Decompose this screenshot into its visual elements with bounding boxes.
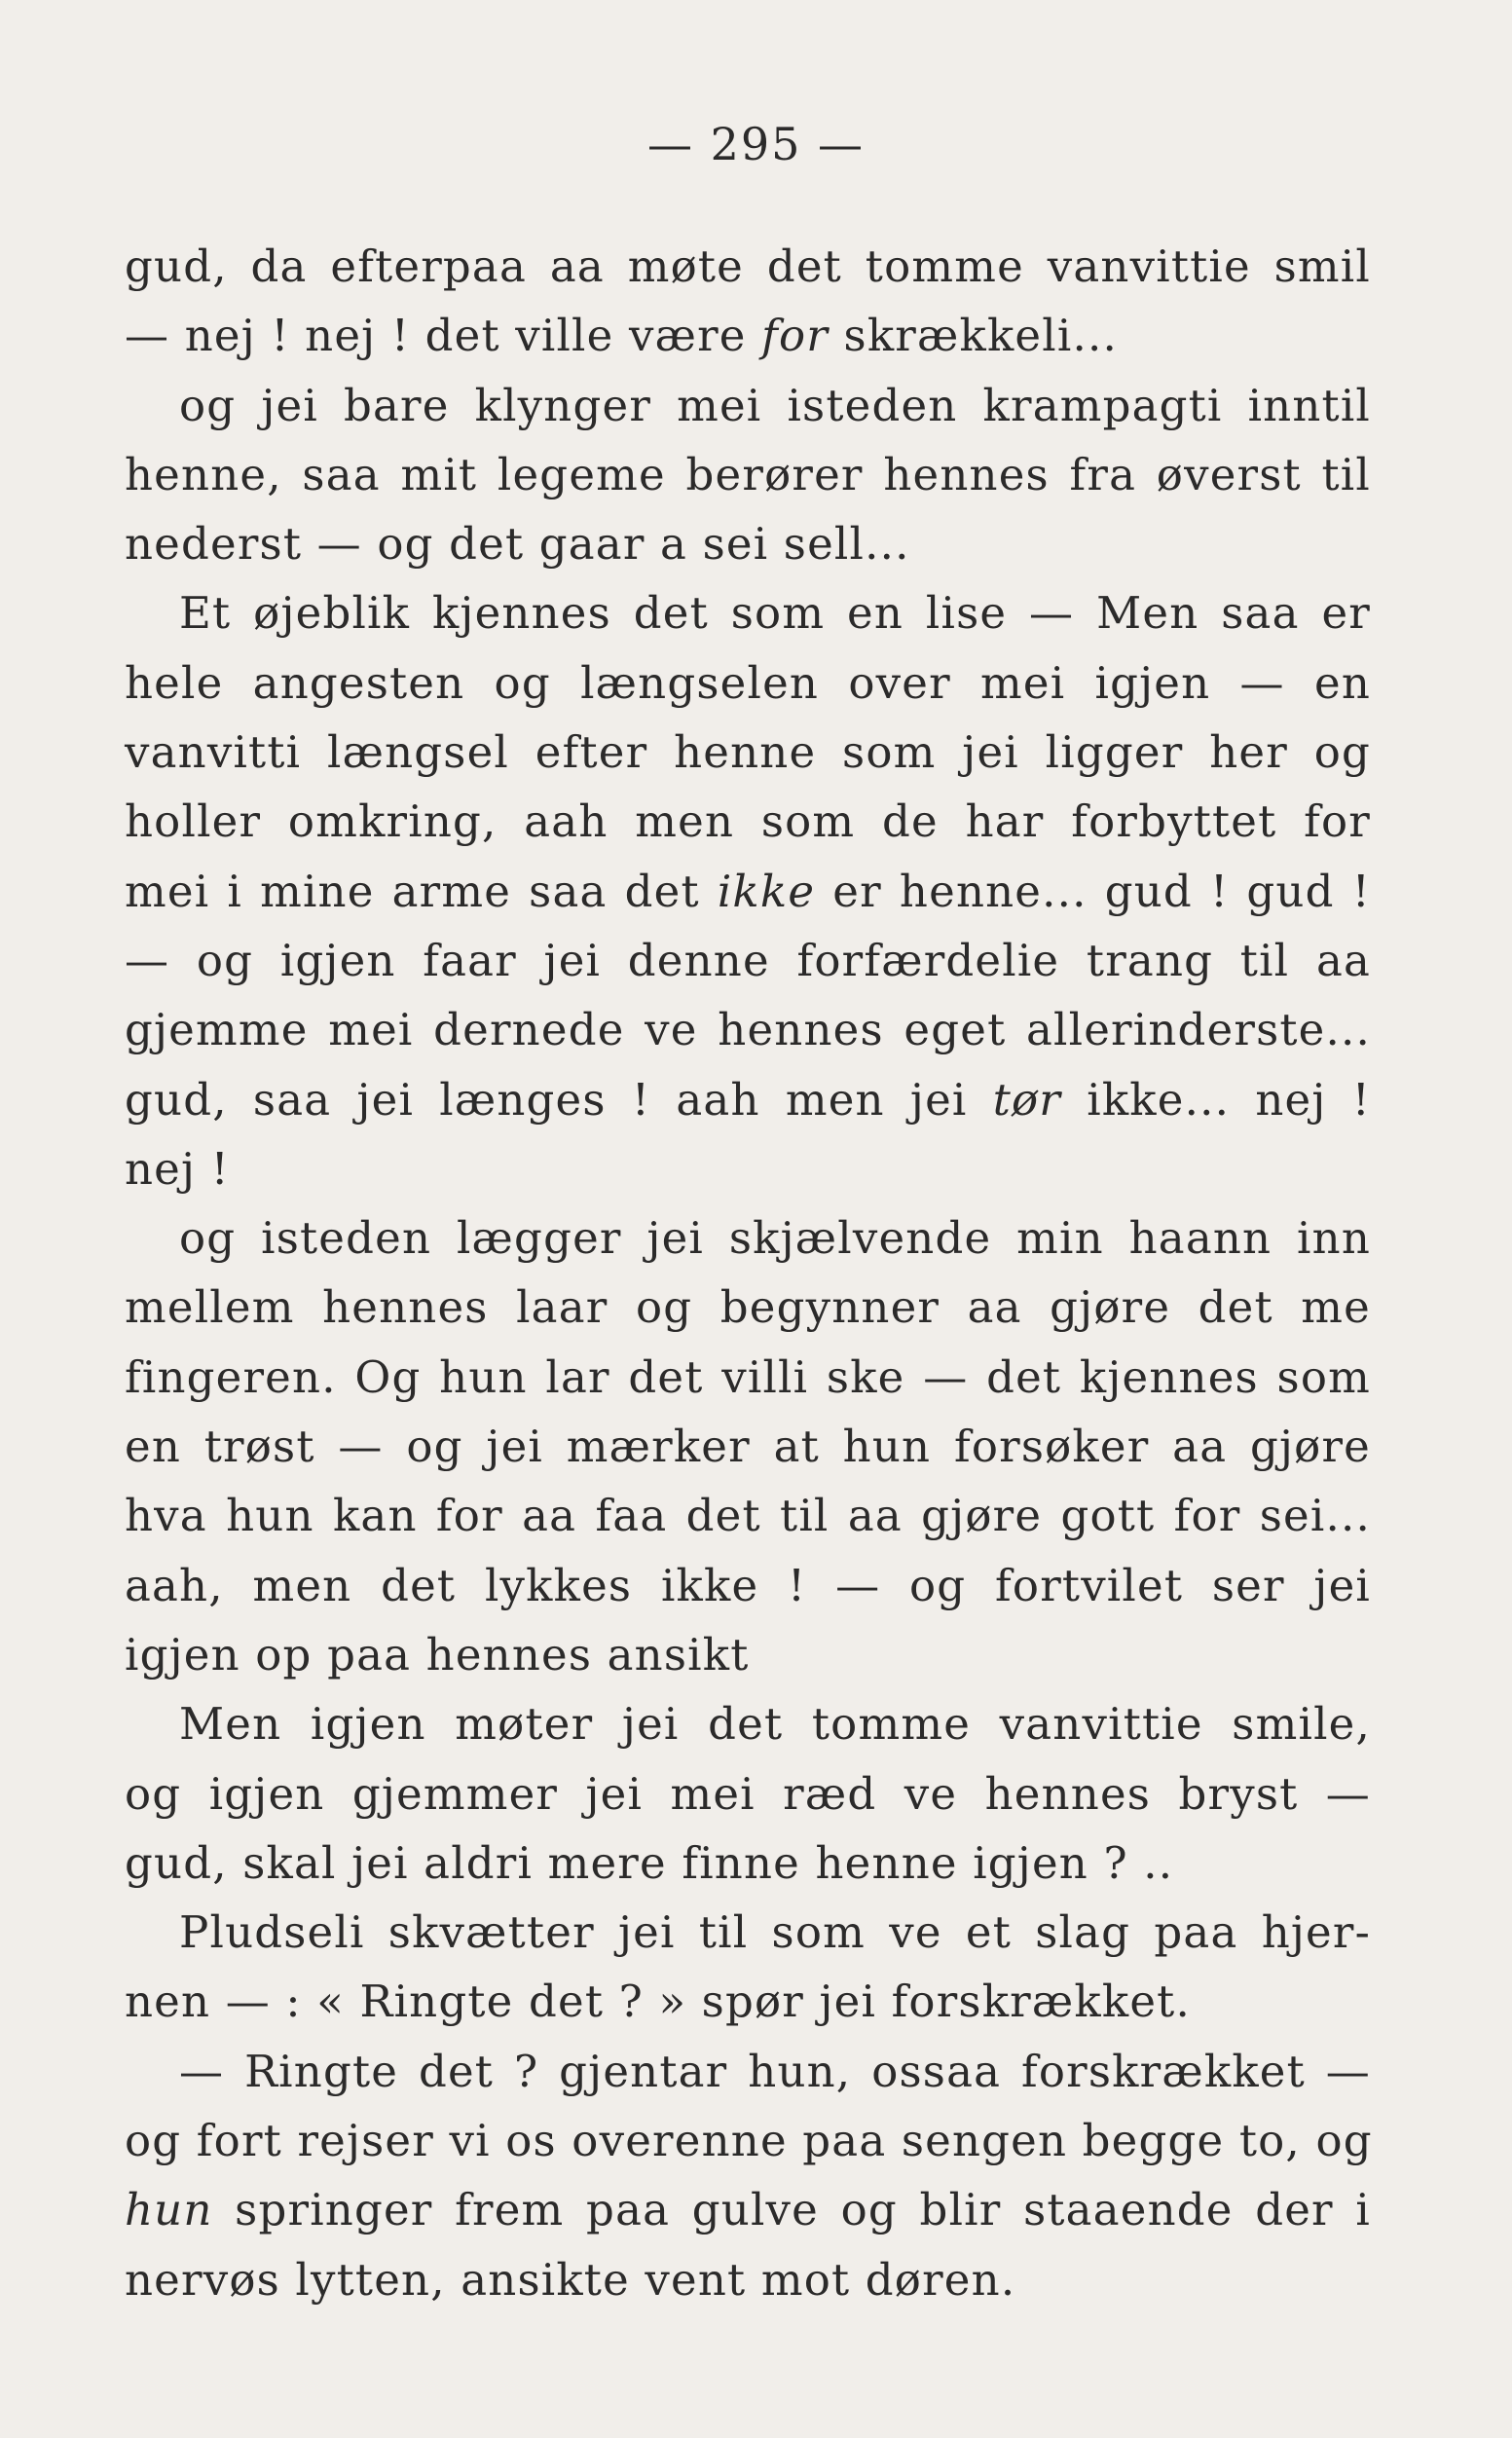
text-line: hele angesten og længselen over mei igjen — en [125,656,1371,709]
text-line: gud, skal jei aldri mere finne henne igjen ? .. [125,1836,1174,1889]
text-line: gjemme mei dernede ve hennes eget allerinderste... [125,1004,1371,1056]
page-number: — 295 — [646,118,866,170]
text-line: og jei bare klynger mei isteden krampagti inntil [179,379,1371,431]
body-text [125,232,1371,2314]
text-line: Pludseli skvætter jei til som ve et slag paa hjer- [179,1906,1371,1959]
text-line: og fort rejser vi os overenne paa sengen begge to, og [125,2115,1373,2167]
text-line: henne, saa mit legeme berører hennes fra øverst til [125,448,1371,500]
text-line: holler omkring, aah men som de har forbyttet for [125,795,1371,848]
text-line: Men igjen møter jei det tomme vanvittie smile, [179,1698,1371,1751]
text-line: gud, saa jei længes ! aah men jei tør ikke... nej ! [125,1073,1371,1126]
text-line: nervøs lytten, ansikte vent mot døren. [125,2253,1016,2306]
text-line: fingeren. Og hun lar det villi ske — det kjennes som [125,1350,1371,1403]
text-line: mellem hennes laar og begynner aa gjøre det me [125,1281,1371,1334]
text-line: hva hun kan for aa faa det til aa gjøre gott for sei... [125,1490,1371,1542]
text-line: vanvitti længsel efter henne som jei ligger her og [125,726,1371,779]
text-line: aah, men det lykkes ikke ! — og fortvilet ser jei [125,1559,1371,1611]
text-line: hun springer frem paa gulve og blir staaende der i [125,2184,1371,2236]
text-line: en trøst — og jei mærker at hun forsøker aa gjøre [125,1421,1371,1473]
text-line: nen — : « Ringte det ? » spør jei forskrækket. [125,1976,1191,2028]
text-line: mei i mine arme saa det ikke er henne... gud ! gud ! [125,865,1371,917]
text-line: og igjen gjemmer jei mei ræd ve hennes bryst — [125,1767,1371,1820]
text-line: og isteden lægger jei skjælvende min haann inn [179,1212,1371,1265]
text-line: igjen op paa hennes ansikt [125,1628,750,1681]
text-line: — Ringte det ? gjentar hun, ossaa forskrækket — [179,2045,1371,2097]
text-line: — nej ! nej ! det ville være for skrækkeli... [125,310,1118,362]
text-line: Et øjeblik kjennes det som en lise — Men saa er [179,587,1371,640]
text-line: nederst — og det gaar a sei sell... [125,518,910,571]
text-line: — og igjen faar jei denne forfærdelie trang til aa [125,934,1371,986]
text-line: nej ! [125,1142,230,1195]
text-line: gud, da efterpaa aa møte det tomme vanvittie smil [125,240,1371,292]
